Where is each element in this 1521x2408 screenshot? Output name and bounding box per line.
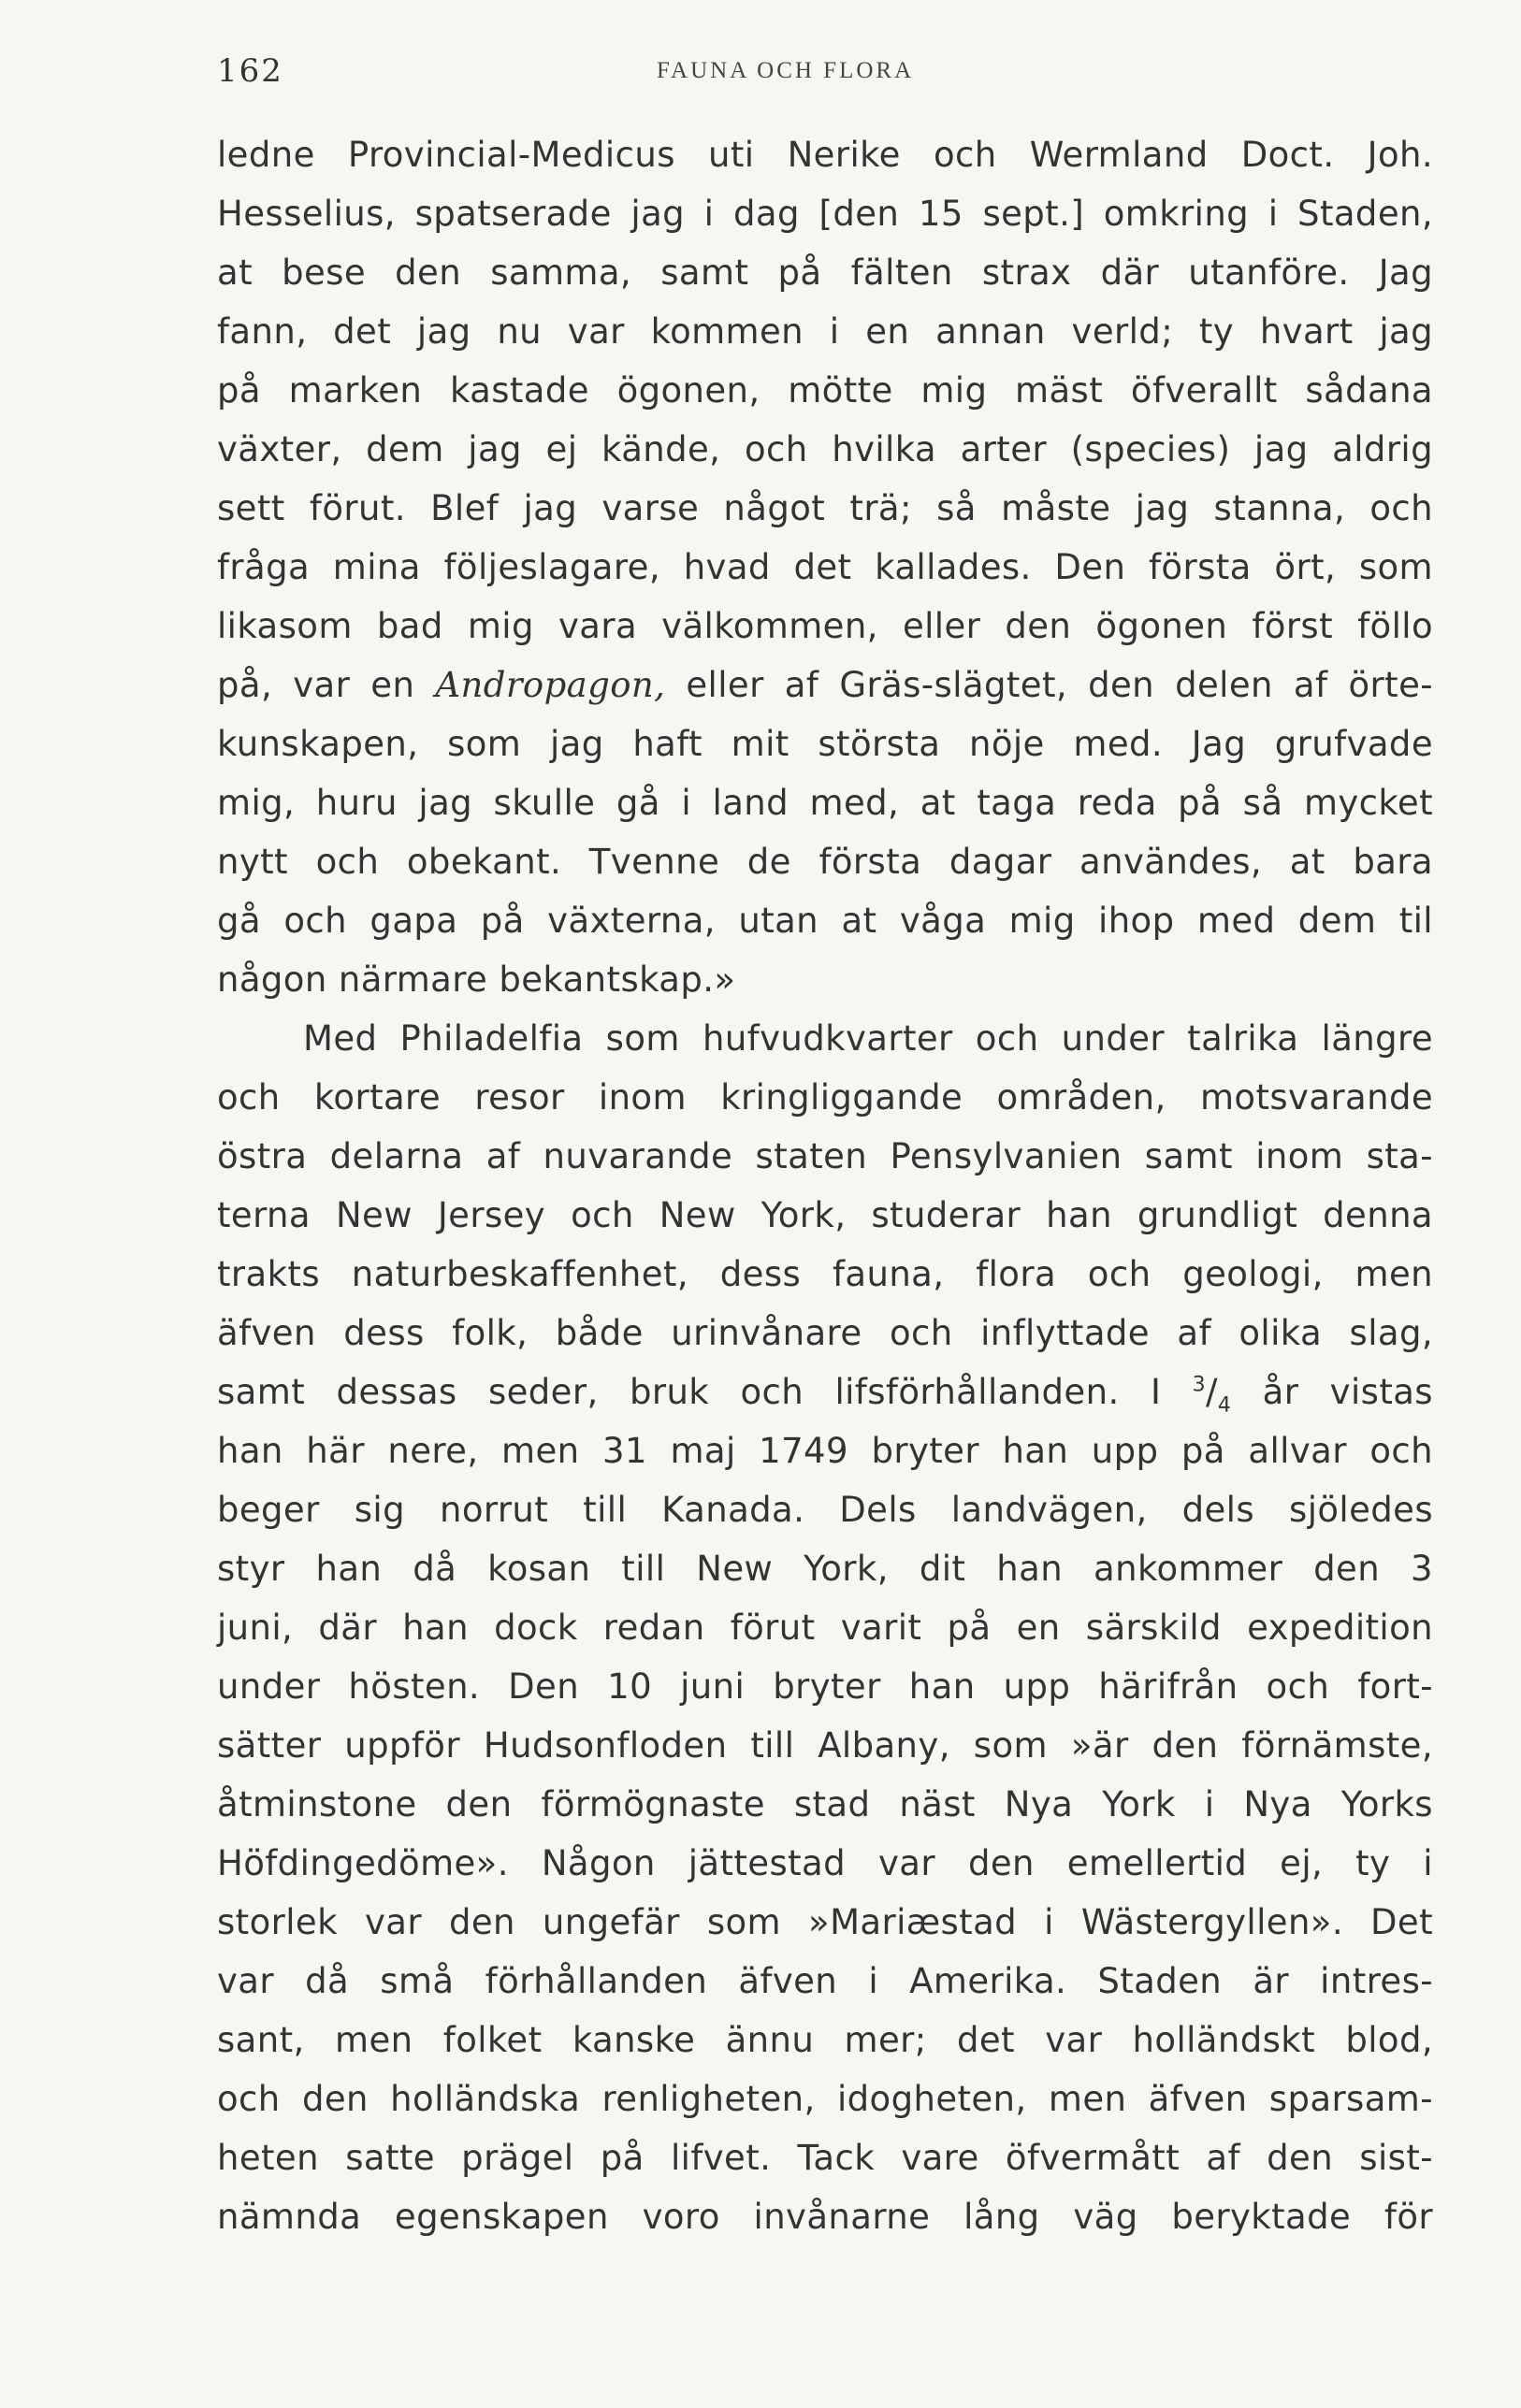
text-line	[217, 656, 1433, 714]
text-line: storlek var den ungefär som »Mariæstad i Wästergyllen». Det	[217, 1902, 1433, 1942]
text-line: var då små förhållanden äfven i Amerika. Staden är intres-	[217, 1961, 1433, 2001]
text-segment: år vistas	[1231, 1372, 1433, 1412]
text-line: sätter uppför Hudsonfloden till Albany, som »är den förnämste,	[217, 1725, 1433, 1766]
text-line	[217, 1363, 1433, 1421]
fraction-slash: /	[1206, 1372, 1218, 1412]
text-line: åtminstone den förmögnaste stad näst Nya York i Nya Yorks	[217, 1784, 1433, 1824]
text-line: äfven dess folk, både urinvånare och inflyttade af olika slag,	[217, 1313, 1433, 1353]
text-line: Höfdingedöme». Någon jättestad var den emellertid ej, ty i	[217, 1843, 1433, 1883]
fraction-denominator: 4	[1217, 1393, 1232, 1418]
text-line: heten satte prägel på lifvet. Tack vare öfvermått af den sist-	[217, 2138, 1433, 2178]
text-line: nytt och obekant. Tvenne de första dagar användes, at bara	[217, 842, 1433, 882]
text-line: ledne Provincial-Medicus uti Nerike och Wermland Doct. Joh.	[217, 135, 1433, 175]
text-line: på marken kastade ögonen, mötte mig mäst öfverallt sådana	[217, 370, 1433, 411]
text-line: juni, där han dock redan förut varit på en särskild expedition	[217, 1608, 1433, 1648]
italic-term: Andropagon,	[435, 665, 666, 705]
text-segment: eller af Gräs-slägtet, den delen af örte-	[665, 665, 1433, 705]
text-line: Hesselius, spatserade jag i dag [den 15 sept.] omkring i Staden,	[217, 194, 1433, 234]
body-text	[217, 125, 1433, 2246]
text-line: Med Philadelfia som hufvudkvarter och under talrika längre	[303, 1018, 1433, 1059]
text-line: sett förut. Blef jag varse något trä; så måste jag stanna, och	[217, 488, 1433, 528]
fraction-numerator: 3	[1192, 1373, 1207, 1397]
text-line: östra delarna af nuvarande staten Pensylvanien samt inom sta-	[217, 1136, 1433, 1176]
page-header	[217, 52, 1433, 90]
text-line: beger sig norrut till Kanada. Dels landvägen, dels sjöledes	[217, 1490, 1433, 1530]
text-line: at bese den samma, samt på fälten strax där utanföre. Jag	[217, 252, 1433, 293]
text-line: växter, dem jag ej kände, och hvilka arter (species) jag aldrig	[217, 429, 1433, 469]
text-segment: på, var en	[217, 665, 436, 705]
text-line: och kortare resor inom kringliggande områden, motsvarande	[217, 1077, 1433, 1117]
text-line: trakts naturbeskaffenhet, dess fauna, flora och geologi, men	[217, 1254, 1433, 1294]
text-line: likasom bad mig vara välkommen, eller den ögonen först föllo	[217, 606, 1433, 646]
text-line: terna New Jersey och New York, studerar han grundligt denna	[217, 1195, 1433, 1235]
text-line: styr han då kosan till New York, dit han ankommer den 3	[217, 1549, 1433, 1589]
page-number: 162	[217, 52, 283, 90]
text-line: mig, huru jag skulle gå i land med, at taga reda på så mycket	[217, 783, 1433, 823]
running-head: FAUNA OCH FLORA	[657, 58, 915, 83]
text-line: gå och gapa på växterna, utan at våga mig ihop med dem til	[217, 901, 1433, 941]
text-segment: samt dessas seder, bruk och lifsförhållanden. I	[217, 1372, 1193, 1412]
text-line: sant, men folket kanske ännu mer; det var holländskt blod,	[217, 2020, 1433, 2060]
text-line: han här nere, men 31 maj 1749 bryter han upp på allvar och	[217, 1431, 1433, 1471]
text-line: kunskapen, som jag haft mit största nöje med. Jag grufvade	[217, 724, 1433, 764]
text-line: under hösten. Den 10 juni bryter han upp härifrån och fort-	[217, 1666, 1433, 1707]
text-line: fråga mina följeslagare, hvad det kallades. Den första ört, som	[217, 547, 1433, 587]
text-line: fann, det jag nu var kommen i en annan verld; ty hvart jag	[217, 311, 1433, 352]
text-line: och den holländska renligheten, idogheten, men äfven sparsam-	[217, 2079, 1433, 2119]
text-line: någon närmare bekantskap.»	[217, 959, 736, 1000]
text-line: nämnda egenskapen voro invånarne lång väg beryktade för	[217, 2197, 1433, 2237]
